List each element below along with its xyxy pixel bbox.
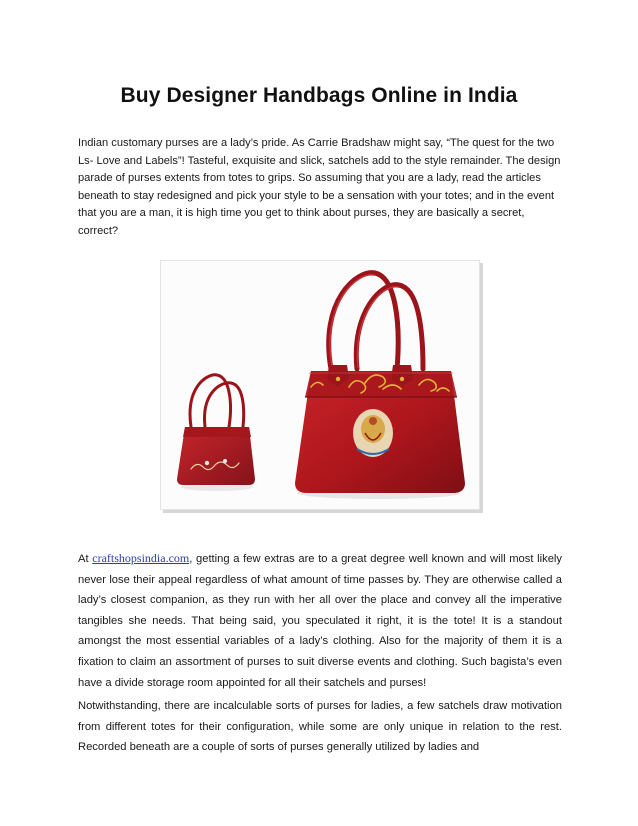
large-bag-handles [329, 273, 423, 369]
small-bag [177, 375, 255, 485]
body-paragraph-1 [78, 548, 562, 693]
body-paragraph-2: Notwithstanding, there are incalculable sorts of purses for ladies, a few satchels draw motivation from different totes for their configuration, while some are only unique in relation to the rest. Recorded beneath are a couple of sorts of purses generally utilized by ladies and [78, 700, 562, 754]
handbags-photo [160, 260, 480, 510]
intro-paragraph: Indian customary purses are a lady’s pride. As Carrie Bradshaw might say, “The quest for the two Ls- Love and Labels”! Tasteful, exquisite and slick, satchels add to the style remainder. The design parade of purses extents from totes to grips. So assuming that you are a lady, read the articles beneath to stay redesigned and pick your style to be a sensation with your totes; and in the event that you are a man, it is high time you get to think about purses, they are basically a secret, correct? [78, 137, 561, 237]
large-bag [295, 365, 465, 493]
body-rest: , getting a few extras are to a great degree well known and will most likely never lose their appeal regardless of what amount of time passes by. They are otherwise called a lady’s closest companion, as they run with her all over the place and convey all the imperative tangibles she needs. That being said, you speculated it right, it is the tote! It is a standout amongst the most essential variables of a lady’s clothing. Also for the majority of them it is a fixation to claim an assortment of purses to suit diverse events and clothing. Such bagista’s even have a divide storage room appointed for all their satchels and purses! [78, 553, 562, 689]
handbags-illustration [161, 261, 479, 509]
ganesha-motif [353, 409, 393, 457]
body-prefix: At [78, 553, 93, 565]
craftshopsindia-link[interactable]: craftshopsindia.com [92, 551, 190, 565]
page-title: Buy Designer Handbags Online in India [120, 84, 518, 107]
